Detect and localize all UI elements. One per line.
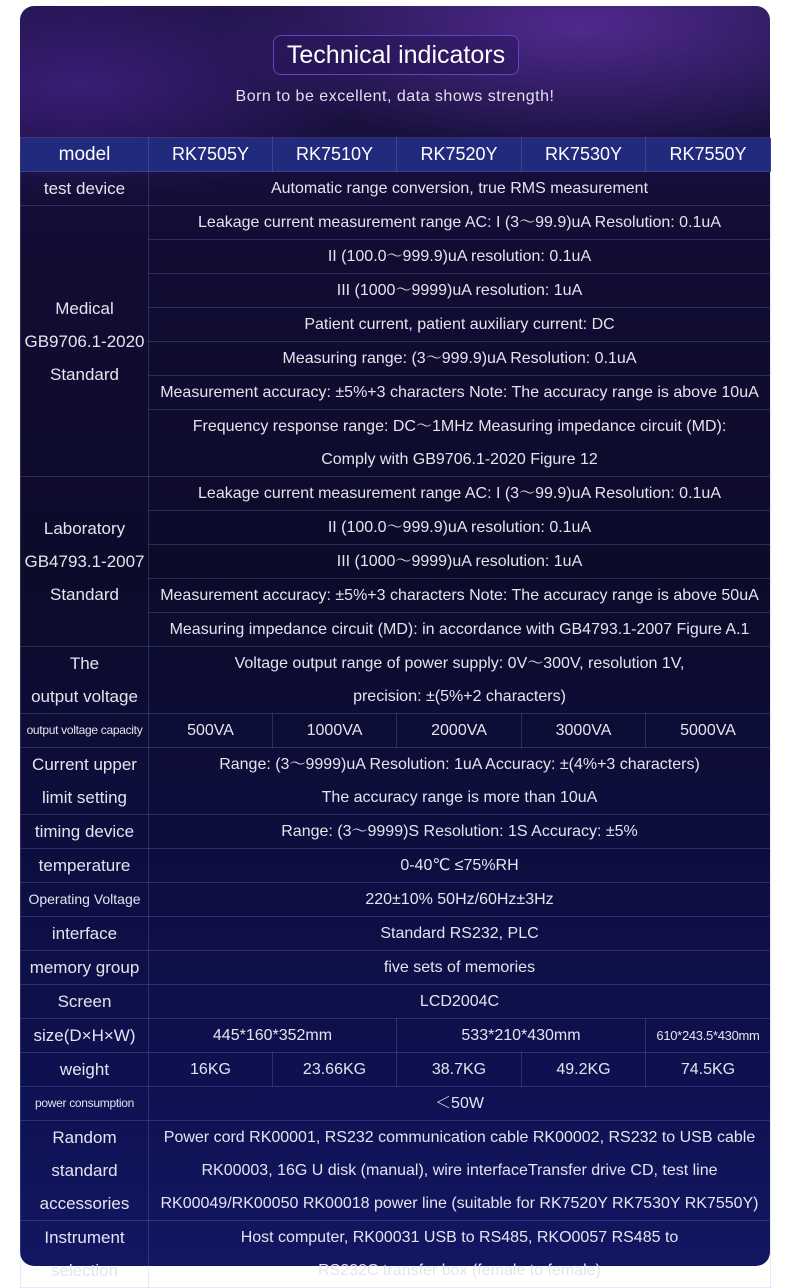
table-row xyxy=(21,647,771,714)
row-label xyxy=(21,206,149,477)
spec-value-line: Range: (3～9999)S Resolution: 1S Accuracy: ±5% xyxy=(281,823,638,840)
model-name: RK7510Y xyxy=(273,138,397,172)
spec-value-line: III (1000～9999)uA resolution: 1uA xyxy=(336,553,583,570)
spec-value xyxy=(149,1221,771,1288)
row-label xyxy=(21,1053,149,1087)
table-row xyxy=(21,477,771,511)
spec-value-line: III (1000～9999)uA resolution: 1uA xyxy=(336,282,583,299)
row-label-line: Current upper xyxy=(32,755,137,774)
spec-value xyxy=(149,274,771,308)
table-row xyxy=(21,1221,771,1288)
row-label-line: selection xyxy=(50,1261,119,1280)
spec-value xyxy=(397,714,522,748)
table-row xyxy=(21,172,771,206)
row-label-line: Screen xyxy=(57,992,112,1011)
row-label-line: Random xyxy=(52,1128,117,1147)
row-label xyxy=(21,1221,149,1288)
spec-value-line: 38.7KG xyxy=(431,1061,487,1078)
spec-value-line: 16KG xyxy=(190,1061,231,1078)
spec-value-line: 445*160*352mm xyxy=(212,1027,333,1044)
spec-value xyxy=(149,477,771,511)
row-label-line: Standard xyxy=(50,585,119,604)
spec-value-line: Frequency response range: DC～1MHz Measuring impedance circuit (MD): xyxy=(192,418,727,435)
row-label-line: standard xyxy=(51,1161,118,1180)
spec-value xyxy=(149,985,771,1019)
model-name: RK7520Y xyxy=(397,138,522,172)
table-row xyxy=(21,815,771,849)
spec-value-line: Patient current, patient auxiliary current: DC xyxy=(304,316,615,333)
spec-value xyxy=(646,714,771,748)
row-label-line: weight xyxy=(59,1060,110,1079)
spec-value xyxy=(646,1019,771,1053)
spec-value xyxy=(397,1019,646,1053)
spec-value-line: RK00049/RK00050 RK00018 power line (suitable for RK7520Y RK7530Y RK7550Y) xyxy=(160,1195,759,1212)
row-label xyxy=(21,917,149,951)
row-label-line: Instrument xyxy=(44,1228,125,1247)
section-title: Technical indicators xyxy=(273,35,519,75)
spec-value-line: five sets of memories xyxy=(383,959,536,976)
spec-value xyxy=(149,579,771,613)
spec-value-line: 500VA xyxy=(187,722,234,739)
spec-value xyxy=(149,883,771,917)
model-name: RK7505Y xyxy=(149,138,273,172)
table-row xyxy=(21,748,771,815)
spec-value-line: Comply with GB9706.1-2020 Figure 12 xyxy=(321,451,598,468)
spec-value-line: II (100.0～999.9)uA resolution: 0.1uA xyxy=(327,519,592,536)
table-row xyxy=(21,1087,771,1121)
row-label-line: size(D×H×W) xyxy=(33,1026,136,1045)
spec-value-line: Voltage output range of power supply: 0V～300V, resolution 1V, xyxy=(234,655,685,672)
spec-value-line: LCD2004C xyxy=(419,993,500,1010)
spec-value-line: 2000VA xyxy=(431,722,487,739)
spec-value xyxy=(149,1121,771,1221)
spec-value xyxy=(522,1053,646,1087)
table-header-row xyxy=(21,138,771,172)
spec-value xyxy=(149,545,771,579)
spec-value-line: 3000VA xyxy=(555,722,612,739)
row-label-line: GB4793.1-2007 xyxy=(24,552,145,571)
spec-value-line: Host computer, RK00031 USB to RS485, RKO0057 RS485 to xyxy=(240,1229,679,1246)
row-label-line: Laboratory xyxy=(43,519,126,538)
row-label-line: Operating Voltage xyxy=(28,891,141,907)
model-name: RK7530Y xyxy=(522,138,646,172)
row-label-line: limit setting xyxy=(41,788,128,807)
spec-value xyxy=(149,714,273,748)
spec-value xyxy=(522,714,646,748)
row-label-line: power consumption xyxy=(35,1096,134,1110)
row-label xyxy=(21,1121,149,1221)
spec-value xyxy=(149,376,771,410)
table-row xyxy=(21,1053,771,1087)
row-label-line: accessories xyxy=(39,1194,130,1213)
row-label-line: memory group xyxy=(29,958,140,977)
spec-value-line: II (100.0～999.9)uA resolution: 0.1uA xyxy=(327,248,592,265)
row-label-line: interface xyxy=(51,924,118,943)
row-label-line: test device xyxy=(43,179,126,198)
table-row xyxy=(21,951,771,985)
row-label xyxy=(21,815,149,849)
spec-value-line: Measuring impedance circuit (MD): in accordance with GB4793.1-2007 Figure A.1 xyxy=(169,621,750,638)
spec-value-line: Measuring range: (3～999.9)uA Resolution: 0.1uA xyxy=(282,350,637,367)
spec-value-line: Measurement accuracy: ±5%+3 characters Note: The accuracy range is above 50uA xyxy=(160,587,759,604)
spec-value xyxy=(397,1053,522,1087)
spec-value-line: Measurement accuracy: ±5%+3 characters Note: The accuracy range is above 10uA xyxy=(160,384,759,401)
row-label xyxy=(21,883,149,917)
spec-value xyxy=(149,815,771,849)
table-row xyxy=(21,1019,771,1053)
row-label-line: output voltage xyxy=(31,687,138,706)
row-label-line: Standard xyxy=(50,364,119,384)
spec-value-line: 74.5KG xyxy=(680,1061,736,1078)
spec-value xyxy=(273,1053,397,1087)
spec-value xyxy=(149,342,771,376)
spec-value xyxy=(646,1053,771,1087)
spec-value xyxy=(149,748,771,815)
row-label xyxy=(21,748,149,815)
spec-value xyxy=(149,917,771,951)
spec-value-line: precision: ±(5%+2 characters) xyxy=(353,688,566,705)
spec-value xyxy=(149,511,771,545)
row-label xyxy=(21,951,149,985)
spec-value-line: 533*210*430mm xyxy=(461,1027,581,1044)
table-row xyxy=(21,1121,771,1221)
row-label-line: GB9706.1-2020 xyxy=(24,331,145,351)
spec-value-line: The accuracy range is more than 10uA xyxy=(321,789,598,806)
row-label-line: The xyxy=(69,654,100,673)
spec-value-line: RS232C transfer box (female to female) xyxy=(318,1262,601,1279)
spec-value xyxy=(149,240,771,274)
spec-table xyxy=(20,137,771,1288)
table-row xyxy=(21,917,771,951)
spec-value-line: 5000VA xyxy=(680,722,736,739)
row-label xyxy=(21,985,149,1019)
spec-value xyxy=(149,206,771,240)
row-label xyxy=(21,849,149,883)
spec-value xyxy=(149,647,771,714)
spec-value xyxy=(149,1053,273,1087)
spec-value-line: Range: (3～9999)uA Resolution: 1uA Accuracy: ±(4%+3 characters) xyxy=(219,756,700,773)
row-label xyxy=(21,172,149,206)
spec-value xyxy=(273,714,397,748)
spec-value xyxy=(149,849,771,883)
table-row xyxy=(21,883,771,917)
row-label xyxy=(21,477,149,647)
row-label-line: output voltage capacity xyxy=(26,723,143,737)
spec-value-line: ＜50W xyxy=(435,1095,484,1112)
row-label xyxy=(21,647,149,714)
spec-value-line: 49.2KG xyxy=(556,1061,611,1078)
spec-value-line: Leakage current measurement range AC: I (3～99.9)uA Resolution: 0.1uA xyxy=(198,485,721,502)
row-label xyxy=(21,714,149,748)
spec-value xyxy=(149,613,771,647)
spec-value-line: 23.66KG xyxy=(302,1061,367,1078)
spec-value-line: Automatic range conversion, true RMS measurement xyxy=(270,180,649,197)
spec-value-line: RK00003, 16G U disk (manual), wire interfaceTransfer drive CD, test line xyxy=(201,1162,718,1179)
spec-value-line: 610*243.5*430mm xyxy=(656,1028,760,1043)
table-row xyxy=(21,206,771,240)
row-label xyxy=(21,1019,149,1053)
spec-value-line: 0-40℃ ≤75%RH xyxy=(400,857,519,874)
spec-value-line: 220±10% 50Hz/60Hz±3Hz xyxy=(365,891,554,908)
row-label-line: Medical xyxy=(55,298,114,318)
model-name: RK7550Y xyxy=(646,138,771,172)
table-row xyxy=(21,985,771,1019)
section-subtitle: Born to be excellent, data shows strength! xyxy=(235,88,555,105)
spec-value xyxy=(149,410,771,477)
row-label-line: temperature xyxy=(38,856,131,875)
model-header-label: model xyxy=(21,138,149,172)
spec-value xyxy=(149,951,771,985)
spec-value-line: Leakage current measurement range AC: I (3～99.9)uA Resolution: 0.1uA xyxy=(198,214,721,231)
spec-value xyxy=(149,1087,771,1121)
technical-indicators-card xyxy=(20,6,770,1280)
row-label xyxy=(21,1087,149,1121)
spec-value-line: Power cord RK00001, RS232 communication cable RK00002, RS232 to USB cable xyxy=(163,1129,756,1146)
spec-value xyxy=(149,1019,397,1053)
spec-value-line: Standard RS232, PLC xyxy=(380,925,539,942)
spec-value xyxy=(149,172,771,206)
table-row xyxy=(21,714,771,748)
table-row xyxy=(21,849,771,883)
spec-value-line: 1000VA xyxy=(306,722,363,739)
row-label-line: timing device xyxy=(34,822,135,841)
spec-value xyxy=(149,308,771,342)
